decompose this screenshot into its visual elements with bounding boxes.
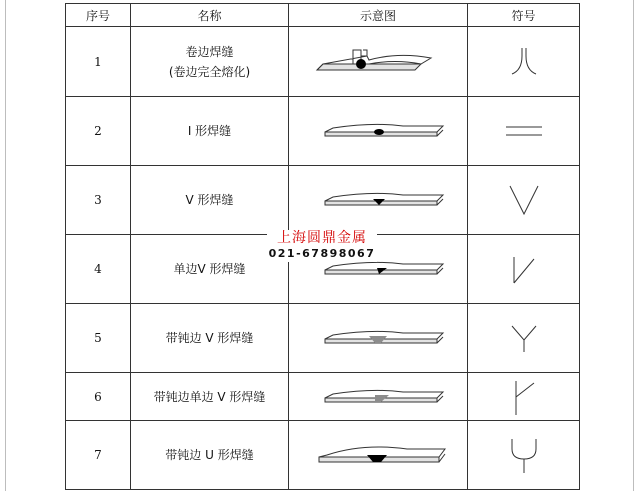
page-left-border bbox=[5, 0, 6, 491]
row-index: 2 bbox=[66, 97, 131, 166]
half-v-icon bbox=[504, 251, 544, 287]
row-name-line: 卷边焊缝 bbox=[185, 44, 234, 59]
row-index: 7 bbox=[66, 421, 131, 490]
v-shape-icon bbox=[504, 182, 544, 218]
parallel-lines-icon bbox=[504, 121, 544, 141]
table-row bbox=[66, 27, 580, 97]
u-weld-diagram bbox=[289, 421, 468, 490]
header-index: 序号 bbox=[66, 4, 131, 27]
row-name-line: 带钝边 U 形焊缝 bbox=[165, 448, 254, 462]
row-index: 6 bbox=[66, 373, 131, 421]
header-row bbox=[66, 4, 580, 27]
table-row bbox=[66, 421, 580, 490]
i-weld-sketch-icon bbox=[303, 116, 453, 146]
half-y-weld-sketch-icon bbox=[303, 382, 453, 412]
row-index: 3 bbox=[66, 166, 131, 235]
i-weld-diagram bbox=[289, 97, 468, 166]
page-right-border bbox=[633, 0, 634, 491]
row-symbol bbox=[468, 27, 580, 97]
header-name: 名称 bbox=[131, 4, 289, 27]
row-symbol bbox=[468, 166, 580, 235]
watermark-phone: 021-67898067 bbox=[268, 247, 376, 260]
y-weld-sketch-icon bbox=[303, 323, 453, 353]
u-with-stem-icon bbox=[504, 435, 544, 475]
table-row bbox=[66, 97, 580, 166]
row-index: 4 bbox=[66, 235, 131, 304]
row-name bbox=[131, 304, 289, 373]
row-name bbox=[131, 373, 289, 421]
flanged-weld-diagram bbox=[289, 27, 468, 97]
row-name-line: I 形焊缝 bbox=[187, 124, 232, 138]
flanged-weld-sketch-icon bbox=[303, 42, 453, 82]
y-weld-diagram bbox=[289, 304, 468, 373]
u-weld-sketch-icon bbox=[303, 437, 453, 473]
header-symbol: 符号 bbox=[468, 4, 580, 27]
half-y-weld-diagram bbox=[289, 373, 468, 421]
watermark-company: 上海圆鼎金属 bbox=[277, 230, 367, 246]
table-row bbox=[66, 166, 580, 235]
row-name-line: 单边V 形焊缝 bbox=[173, 262, 246, 276]
half-y-icon bbox=[504, 377, 544, 417]
row-symbol bbox=[468, 421, 580, 490]
y-shape-icon bbox=[504, 320, 544, 356]
row-name-line: 带钝边 V 形焊缝 bbox=[165, 331, 254, 345]
row-symbol bbox=[468, 97, 580, 166]
row-name bbox=[131, 97, 289, 166]
v-weld-diagram bbox=[289, 166, 468, 235]
row-symbol bbox=[468, 304, 580, 373]
row-name bbox=[131, 27, 289, 97]
table-row bbox=[66, 304, 580, 373]
row-symbol bbox=[468, 235, 580, 304]
row-name bbox=[131, 421, 289, 490]
row-index: 1 bbox=[66, 27, 131, 97]
row-name-line: 带钝边单边 V 形焊缝 bbox=[153, 389, 266, 404]
row-name-line: (卷边完全熔化) bbox=[168, 64, 251, 79]
flanged-curves-icon bbox=[504, 44, 544, 80]
header-diagram: 示意图 bbox=[289, 4, 468, 27]
v-weld-sketch-icon bbox=[303, 185, 453, 215]
row-name bbox=[131, 166, 289, 235]
row-name bbox=[131, 235, 289, 304]
row-symbol bbox=[468, 373, 580, 421]
table-row bbox=[66, 373, 580, 421]
watermark bbox=[267, 230, 377, 262]
row-name-line: V 形焊缝 bbox=[185, 193, 234, 207]
row-index: 5 bbox=[66, 304, 131, 373]
